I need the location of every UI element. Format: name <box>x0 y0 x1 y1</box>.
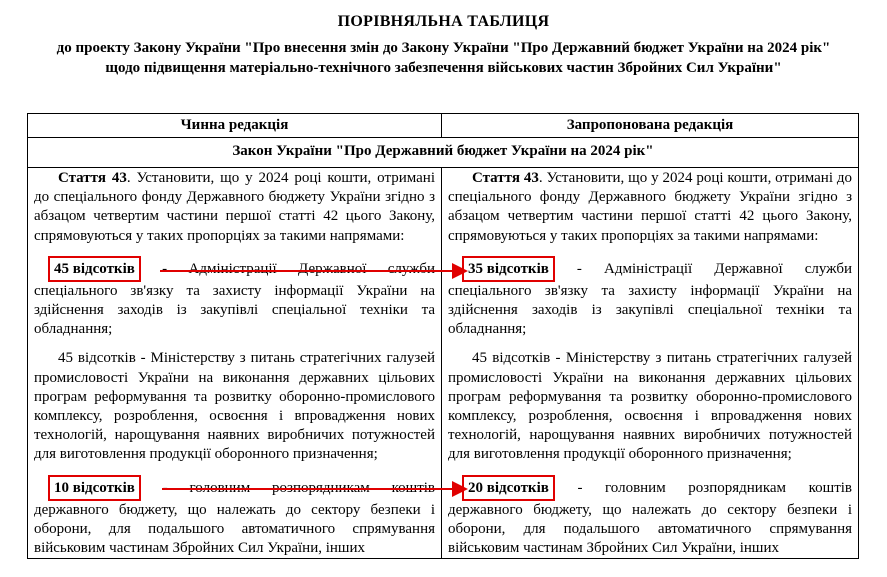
document-subtitle-line1: до проекту Закону України "Про внесення змін до Закону України "Про Державний бюджет України на 2024 рік" <box>56 40 831 56</box>
current-percent-highlight-1: 45 відсотків <box>48 256 141 282</box>
proposed-paragraph-2: 45 відсотків - Міністерству з питань стратегічних галузей промисловості України на виконання державних цільових програм реформування та розвитку оборонно-промислового комплексу, розроблення, освоєння і впровадження нових технологій, нарощування наявних виробничих потужностей для виготовлення продукції оборонного призначення; <box>448 350 852 463</box>
column-header-proposed: Запропонована редакція <box>442 114 859 138</box>
current-article-intro: Стаття 43. Установити, що у 2024 році кошти, отримані до спеціального фонду Державного бюджету України згідно з абзацом четвертим частини першої статті 42 цього Закону, спрямовуються у таких пропорціях за такими напрямами: <box>34 170 435 244</box>
proposed-percent-highlight-3: 20 відсотків <box>462 475 555 501</box>
document-subtitle-line2: щодо підвищення матеріально-технічного забезпечення військових частин Збройних Сил України" <box>105 60 782 76</box>
proposed-paragraph-3: 20 відсотків - головним розпорядникам коштів державного бюджету, що належать до сектору безпеки і оборони, для подальшого автоматичного спрямування військовим частинам Збройних Сил України, інших <box>448 475 852 559</box>
proposed-text-cell <box>442 168 859 559</box>
proposed-paragraph-1: 35 відсотків - Адміністрації Державної служби спеціального зв'язку та захисту інформації України на здійснення заходів із закупівлі спеціальної техніки та обладнання; <box>448 256 852 340</box>
current-paragraph-3: 10 відсотків - головним розпорядникам коштів державного бюджету, що належать до сектору безпеки і оборони, для подальшого автоматичного спрямування військовим частинам Збройних Сил України, інших <box>34 475 435 559</box>
law-title-row: Закон України "Про Державний бюджет України на 2024 рік" <box>28 138 859 168</box>
proposed-percent-highlight-1: 35 відсотків <box>462 256 555 282</box>
current-text-cell <box>28 168 442 559</box>
column-header-current: Чинна редакція <box>28 114 442 138</box>
current-paragraph-1: 45 відсотків - Адміністрації Державної служби спеціального зв'язку та захисту інформації України на здійснення заходів із закупівлі спеціальної техніки та обладнання; <box>34 256 435 340</box>
proposed-article-label: Стаття 43 <box>472 170 539 186</box>
current-percent-highlight-3: 10 відсотків <box>48 475 141 501</box>
comparison-table <box>27 113 859 559</box>
document-title: ПОРІВНЯЛЬНА ТАБЛИЦЯ <box>337 13 550 30</box>
current-article-label: Стаття 43 <box>58 170 127 186</box>
current-paragraph-2: 45 відсотків - Міністерству з питань стратегічних галузей промисловості України на виконання державних цільових програм реформування та розвитку оборонно-промислового комплексу, розроблення, освоєння і впровадження нових технологій, нарощування наявних виробничих потужностей для виготовлення продукції оборонного призначення; <box>34 350 435 463</box>
proposed-article-intro: Стаття 43. Установити, що у 2024 році кошти, отримані до спеціального фонду Державного бюджету України згідно з абзацом четвертим частини першої статті 42 цього Закону, спрямовуються у таких пропорціях за такими напрямами: <box>448 170 853 244</box>
